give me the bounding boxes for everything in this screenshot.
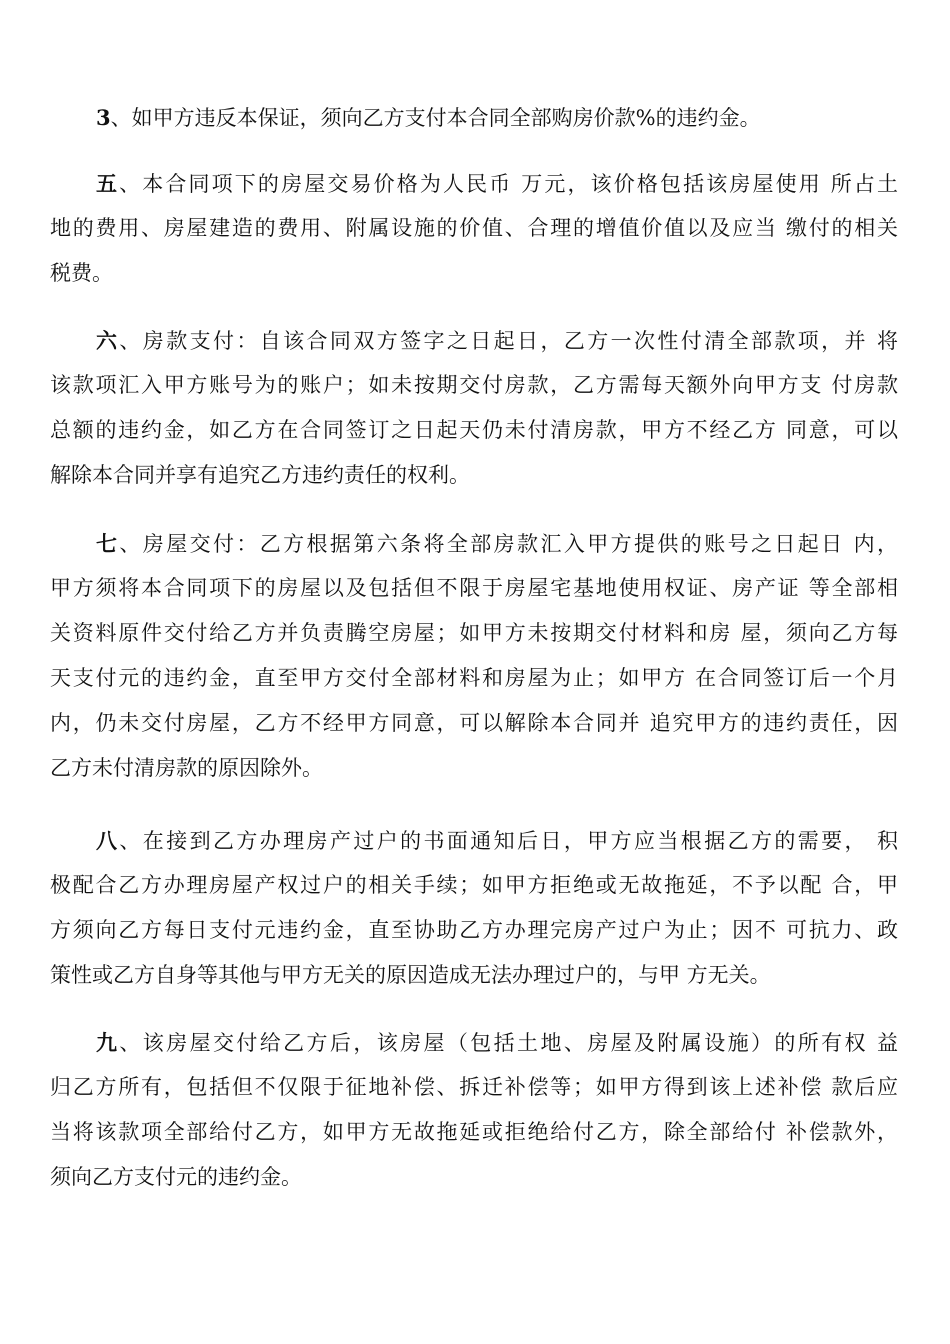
clause-5 <box>50 161 898 296</box>
clause-text: 、在接到乙方办理房产过户的书面通知后日，甲方应当根据乙方的需要， 积 <box>119 829 898 853</box>
clause-line: 天支付元的违约金，直至甲方交付全部材料和房屋为止；如甲方 在合同签订后一个月 <box>50 666 898 690</box>
clause-6 <box>50 318 898 498</box>
clause-9 <box>50 1020 898 1200</box>
clause-text: 、房款支付：自该合同双方签字之日起日，乙方一次性付清全部款项，并 将 <box>119 329 898 353</box>
clause-8 <box>50 818 898 998</box>
clause-line: 解除本合同并享有追究乙方违约责任的权利。 <box>50 463 470 487</box>
clause-text: 、房屋交付：乙方根据第六条将全部房款汇入甲方提供的账号之日起日 内， <box>119 532 898 556</box>
clause-line: 乙方未付清房款的原因除外。 <box>50 756 323 780</box>
clause-line <box>50 818 898 863</box>
clause-text: 、本合同项下的房屋交易价格为人民币 万元，该价格包括该房屋使用 所占土 <box>119 172 898 196</box>
clause-number: 八 <box>96 828 120 853</box>
clause-number: 五 <box>96 171 120 196</box>
clause-line: 甲方须将本合同项下的房屋以及包括但不限于房屋宅基地使用权证、房产证 等全部相 <box>50 576 898 600</box>
clause-line: 该款项汇入甲方账号为的账户；如未按期交付房款，乙方需每天额外向甲方支 付房款 <box>50 373 898 397</box>
clause-line: 总额的违约金，如乙方在合同签订之日起天仍未付清房款，甲方不经乙方 同意，可以 <box>50 418 898 442</box>
clause-line: 地的费用、房屋建造的费用、附属设施的价值、合理的增值价值以及应当 缴付的相关 <box>50 216 898 240</box>
clause-3 <box>50 95 898 140</box>
clause-line <box>50 1020 898 1065</box>
clause-number: 七 <box>96 531 120 556</box>
clause-7 <box>50 521 898 791</box>
clause-line <box>50 521 898 566</box>
clause-line <box>50 95 898 140</box>
clause-line: 当将该款项全部给付乙方，如甲方无故拖延或拒绝给付乙方，除全部给付 补偿款外， <box>50 1120 898 1144</box>
clause-text: 、如甲方违反本保证，须向乙方支付本合同全部购房价款%的违约金。 <box>110 106 761 130</box>
clause-line: 内，仍未交付房屋，乙方不经甲方同意，可以解除本合同并 追究甲方的违约责任，因 <box>50 711 898 735</box>
clause-number: 3 <box>96 105 111 130</box>
clause-line: 关资料原件交付给乙方并负责腾空房屋；如甲方未按期交付材料和房 屋，须向乙方每 <box>50 621 898 645</box>
clause-line: 税费。 <box>50 261 113 285</box>
clause-line: 须向乙方支付元的违约金。 <box>50 1165 302 1189</box>
clause-line <box>50 318 898 363</box>
clause-line <box>50 161 898 206</box>
clause-line: 归乙方所有，包括但不仅限于征地补偿、拆迁补偿等；如甲方得到该上述补偿 款后应 <box>50 1075 898 1099</box>
clause-line: 方须向乙方每日支付元违约金，直至协助乙方办理完房产过户为止；因不 可抗力、政 <box>50 918 898 942</box>
clause-number: 六 <box>96 328 120 353</box>
clause-line: 极配合乙方办理房屋产权过户的相关手续；如甲方拒绝或无故拖延，不予以配 合，甲 <box>50 873 898 897</box>
clause-line: 策性或乙方自身等其他与甲方无关的原因造成无法办理过户的，与甲 方无关。 <box>50 963 771 987</box>
clause-text: 、该房屋交付给乙方后，该房屋（包括土地、房屋及附属设施）的所有权 益 <box>119 1031 898 1055</box>
clause-number: 九 <box>96 1030 120 1055</box>
